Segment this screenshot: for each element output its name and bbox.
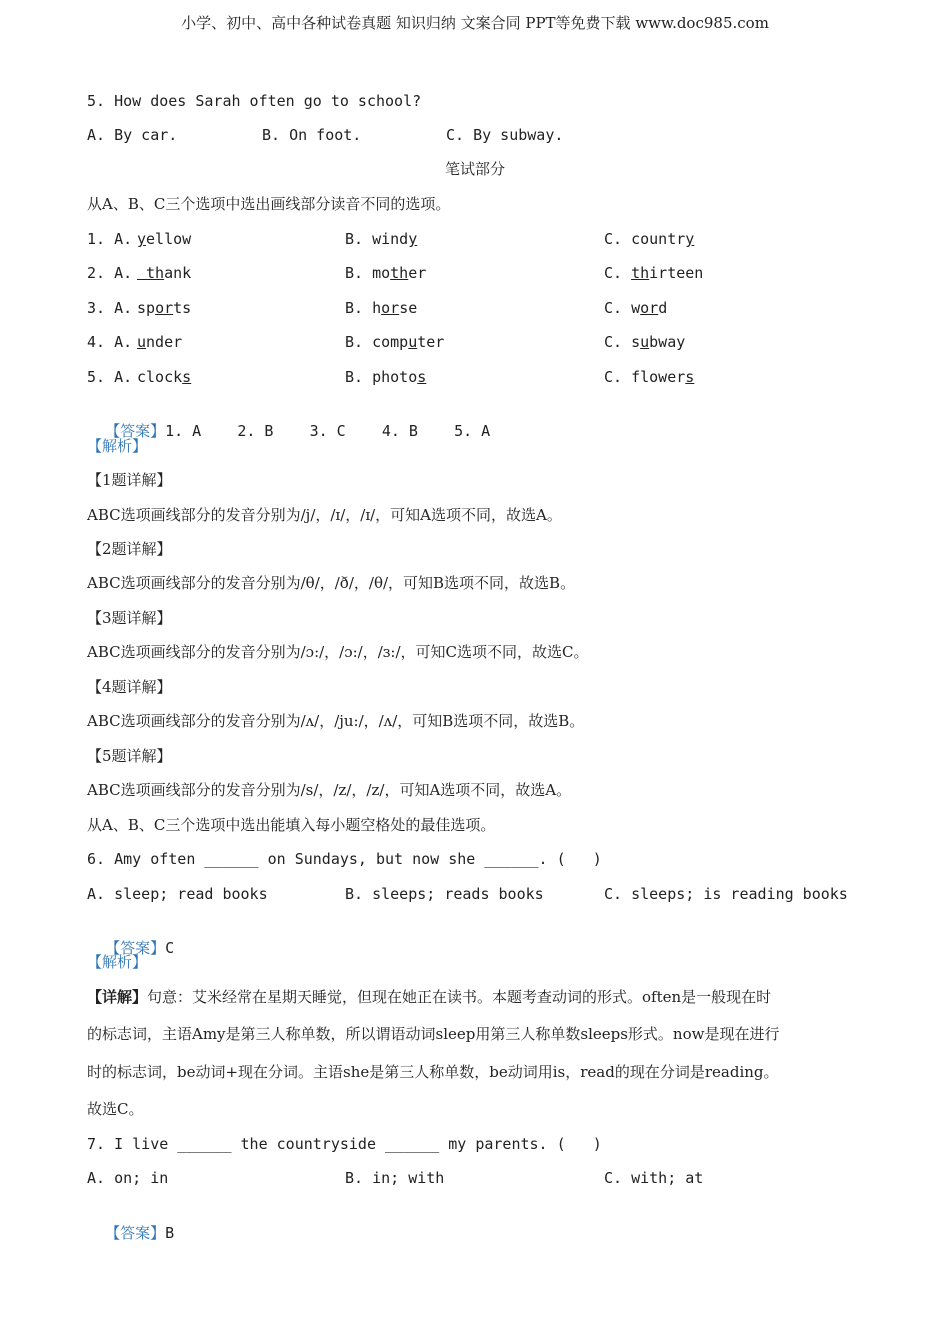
word-part: ts [173,299,192,317]
word-part: C. flower [604,368,686,386]
part2-instruction: 从A、B、C三个选项中选出能填入每小题空格处的最佳选项。 [87,816,496,834]
detail-title: 【4题详解】 [87,678,172,696]
word-part: clock [137,368,183,386]
word-part: d [658,299,668,317]
underlined-part: u [640,333,650,351]
underlined-part: s [182,368,192,386]
page-header: 小学、初中、高中各种试卷真题 知识归纳 文案合同 PPT等免费下载 www.doc985.com [181,14,769,32]
underlined-part: th [631,264,650,282]
word-part: se [399,299,418,317]
phonics-option-b [345,263,426,283]
word-part: er [408,264,427,282]
question-6: 6. Amy often ______ on Sundays, but now she ______. ( ) [87,850,602,868]
word-part: B. photo [345,368,418,386]
phonics-option-c [604,263,703,283]
detail-title: 【3题详解】 [87,609,172,627]
phonics-option-c [604,229,694,249]
phonics-option-a [137,367,191,387]
underlined-part: th [390,264,409,282]
word-part: bway [649,333,686,351]
q6-detail-line-3: 时的标志词，be动词+现在分词。主语she是第三人称单数，be动词用is，read的现在分词是reading。 [87,1063,779,1081]
answer-tag: 【答案】 [105,1224,166,1242]
q6-analysis-tag: 【解析】 [87,953,148,971]
detail-title: 【5题详解】 [87,747,172,765]
phonics-option-a [137,298,191,318]
q6-detail-line-1 [87,987,771,1007]
phonics-option-c [604,298,667,318]
detail-tag: 【详解】 [87,988,148,1006]
word-part: B. comp [345,333,409,351]
detail-text: ABC选项画线部分的发音分别为/ʌ/，/ju:/，/ʌ/，可知B选项不同，故选B。 [87,712,585,730]
detail-title: 【1题详解】 [87,471,172,489]
underlined-part: u [408,333,418,351]
q6-option-c: C. sleeps; is reading books [604,885,848,903]
q6-detail-line-4: 故选C。 [87,1100,144,1118]
phonics-option-b [345,367,426,387]
underlined-part: y [408,230,418,248]
word-part: ter [417,333,445,351]
word-part: C. s [604,333,641,351]
underlined-part: th [137,264,165,282]
answer-text: B [165,1224,175,1242]
analysis-tag: 【解析】 [87,437,148,455]
word-part: C. w [604,299,641,317]
answer-tag: 【答案】 [105,939,166,957]
underlined-part: y [137,230,147,248]
option-b: B. On foot. [262,126,362,144]
detail-title: 【2题详解】 [87,540,172,558]
question-number: 3. A. [87,299,133,317]
word-part: B. h [345,299,382,317]
underlined-part: s [417,368,427,386]
word-part: irteen [649,264,704,282]
q6-detail-line-2: 的标志词，主语Amy是第三人称单数，所以谓语动词sleep用第三人称单数sleeps形式。now是现在进行 [87,1025,780,1043]
q6-option-b: B. sleeps; reads books [345,885,544,903]
phonics-option-b [345,229,417,249]
phonics-option-c [604,332,685,352]
word-part: B. wind [345,230,409,248]
q7-option-a: A. on; in [87,1169,169,1187]
phonics-option-b [345,332,444,352]
detail-text: 句意：艾米经常在星期天睡觉，但现在她正在读书。本题考查动词的形式。often是一般现在时 [147,988,772,1006]
word-part: sp [137,299,156,317]
q7-option-b: B. in; with [345,1169,445,1187]
phonics-option-b [345,298,417,318]
question-number: 5. A. [87,368,133,386]
phonics-option-a [137,332,182,352]
answer-tag: 【答案】 [105,422,166,440]
word-part: nder [146,333,183,351]
detail-text: ABC选项画线部分的发音分别为/θ/，/ð/，/θ/，可知B选项不同，故选B。 [87,574,576,592]
listening-question-5: 5. How does Sarah often go to school? [87,92,422,110]
underlined-part: y [685,230,695,248]
underlined-part: or [155,299,174,317]
part1-instruction: 从A、B、C三个选项中选出画线部分读音不同的选项。 [87,195,451,213]
word-part: B. mo [345,264,391,282]
q7-option-c: C. with; at [604,1169,704,1187]
section-title: 笔试部分 [444,160,505,178]
part1-answer [87,401,490,441]
question-7: 7. I live ______ the countryside ______ my parents. ( ) [87,1135,602,1153]
underlined-part: or [381,299,400,317]
underlined-part: s [685,368,695,386]
answer-text: C [165,939,175,957]
phonics-option-a [137,229,191,249]
q7-answer [87,1203,174,1243]
detail-text: ABC选项画线部分的发音分别为/s/，/z/，/z/，可知A选项不同，故选A。 [87,781,572,799]
answer-text: 1. A 2. B 3. C 4. B 5. A [165,422,491,440]
question-number: 4. A. [87,333,133,351]
question-number: 1. A. [87,230,133,248]
word-part: ank [164,264,192,282]
detail-text: ABC选项画线部分的发音分别为/ɔ:/，/ɔ:/，/ɜ:/，可知C选项不同，故选C。 [87,643,589,661]
word-part: C. countr [604,230,686,248]
word-part: C. [604,264,632,282]
word-part: ellow [146,230,192,248]
detail-text: ABC选项画线部分的发音分别为/j/，/ɪ/，/ɪ/，可知A选项不同，故选A。 [87,506,562,524]
phonics-option-c [604,367,694,387]
option-a: A. By car. [87,126,178,144]
underlined-part: or [640,299,659,317]
phonics-option-a [137,263,191,283]
option-c: C. By subway. [446,126,564,144]
q6-option-a: A. sleep; read books [87,885,268,903]
question-number: 2. A. [87,264,133,282]
underlined-part: u [137,333,147,351]
